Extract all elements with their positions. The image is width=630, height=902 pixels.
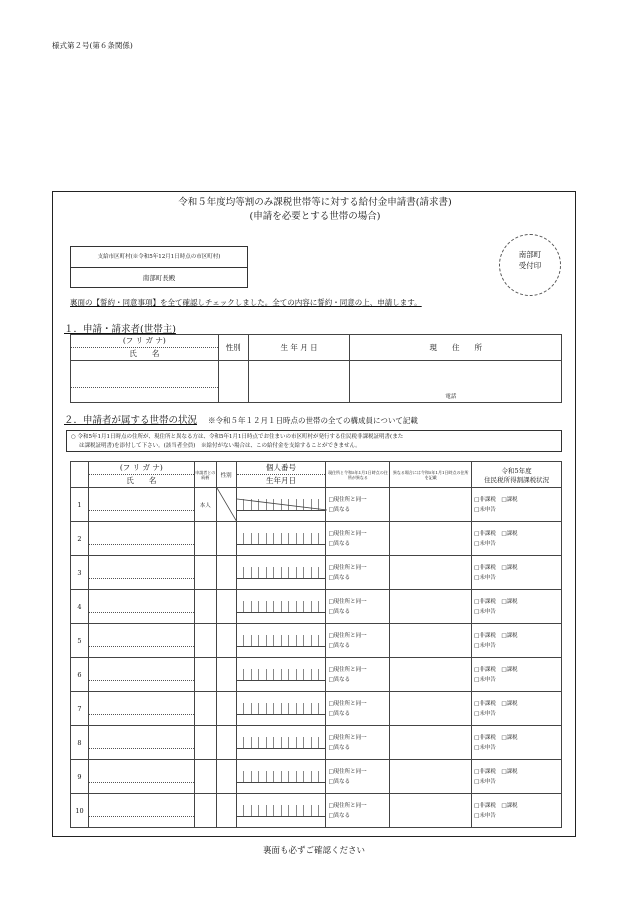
option-unreported[interactable]: □未申告 bbox=[474, 710, 496, 717]
member-name-cell[interactable] bbox=[88, 556, 194, 590]
member-relation-cell[interactable] bbox=[194, 692, 216, 726]
member-relation-cell[interactable] bbox=[194, 726, 216, 760]
option-diff[interactable]: □異なる bbox=[328, 642, 351, 649]
option-same[interactable]: □現住所と同一 bbox=[328, 598, 367, 605]
member-mynumber-cell[interactable] bbox=[236, 692, 326, 726]
address-diff-cell[interactable] bbox=[390, 760, 472, 794]
form-number: 様式第２号(第６条関係) bbox=[52, 41, 133, 50]
row-number: 7 bbox=[71, 692, 89, 726]
form-title bbox=[60, 196, 570, 224]
label-furigana: (フ リ ガ ナ) bbox=[71, 335, 218, 348]
option-diff[interactable]: □異なる bbox=[328, 710, 351, 717]
address-same-cell[interactable] bbox=[326, 692, 390, 726]
member-gender-cell[interactable] bbox=[216, 590, 236, 624]
option-diff[interactable]: □異なる bbox=[328, 506, 351, 513]
applicant-gender-cell[interactable] bbox=[218, 361, 248, 403]
member-name-cell[interactable] bbox=[88, 692, 194, 726]
member-relation-cell[interactable] bbox=[194, 794, 216, 828]
mynumber-boxes[interactable] bbox=[237, 601, 326, 613]
label-member-furigana: (フ リ ガ ナ) bbox=[89, 462, 194, 475]
option-same[interactable]: □現住所と同一 bbox=[328, 530, 367, 537]
member-row bbox=[71, 760, 562, 794]
label-tax-line-2: 住民税所得割課税状況 bbox=[484, 475, 550, 484]
option-same[interactable]: □現住所と同一 bbox=[328, 768, 367, 775]
stamp-line-1: 南部町 bbox=[518, 250, 542, 259]
member-relation-cell[interactable] bbox=[194, 658, 216, 692]
option-same[interactable]: □現住所と同一 bbox=[328, 496, 367, 503]
option-tax[interactable]: □課税 bbox=[501, 496, 518, 503]
member-name-cell[interactable] bbox=[88, 488, 194, 522]
member-gender-cell[interactable] bbox=[216, 760, 236, 794]
member-name-cell[interactable] bbox=[88, 794, 194, 828]
applicant-dob-cell[interactable] bbox=[248, 361, 350, 403]
address-same-cell[interactable] bbox=[326, 590, 390, 624]
relation-self: 本人 bbox=[199, 502, 211, 509]
member-row bbox=[71, 726, 562, 760]
row-number: 1 bbox=[71, 488, 89, 522]
address-same-cell[interactable] bbox=[326, 522, 390, 556]
confirmation-text: 裏面の【誓約・同意事項】を全て確認しチェックしました。全ての内容に誓約・同意の上、申請します。 bbox=[70, 298, 422, 307]
address-diff-cell[interactable] bbox=[390, 556, 472, 590]
member-name-cell[interactable] bbox=[88, 658, 194, 692]
option-unreported[interactable]: □未申告 bbox=[474, 608, 496, 615]
option-unreported[interactable]: □未申告 bbox=[474, 778, 496, 785]
row-number: 10 bbox=[71, 794, 89, 828]
option-same[interactable]: □現住所と同一 bbox=[328, 632, 367, 639]
addressee-name: 南部町長殿 bbox=[142, 274, 176, 282]
phone-label: 電話 bbox=[445, 394, 457, 400]
option-tax[interactable]: □課税 bbox=[501, 530, 518, 537]
section2-heading-wrap bbox=[64, 412, 418, 426]
member-gender-cell[interactable] bbox=[216, 522, 236, 556]
member-mynumber-cell[interactable] bbox=[236, 556, 326, 590]
option-diff[interactable]: □異なる bbox=[328, 676, 351, 683]
label-mynumber: 個人番号 bbox=[237, 462, 326, 475]
label-name: 氏 名 bbox=[129, 349, 160, 358]
diagonal-line bbox=[217, 488, 237, 522]
option-unreported[interactable]: □未申告 bbox=[474, 642, 496, 649]
address-same-cell[interactable] bbox=[326, 658, 390, 692]
option-nontax[interactable]: □非課税 bbox=[474, 734, 496, 741]
stamp-line-2: 受付印 bbox=[518, 261, 542, 270]
section1-heading: １．申請・請求者(世帯主) bbox=[64, 324, 176, 335]
header-dob: 生 年 月 日 bbox=[248, 335, 350, 361]
header-address-diff: 異なる場合には令和5年1月1日時点の住所を記載 bbox=[390, 462, 472, 488]
member-row bbox=[71, 794, 562, 828]
footer-note: 裏面も必ずご確認ください bbox=[262, 846, 365, 856]
header-furigana-name bbox=[71, 335, 219, 361]
member-row bbox=[71, 522, 562, 556]
option-same[interactable]: □現住所と同一 bbox=[328, 700, 367, 707]
tax-status-cell[interactable] bbox=[472, 794, 562, 828]
notice-line-1: ○ 令和5年1月1日時点の住所が、現住所と異なる方は、令和5年1月1日時点でお住まいの市区町村が発行する住民税非課税証明書(また bbox=[71, 434, 404, 440]
option-nontax[interactable]: □非課税 bbox=[474, 530, 496, 537]
member-row bbox=[71, 590, 562, 624]
address-diff-cell[interactable] bbox=[390, 658, 472, 692]
option-diff[interactable]: □異なる bbox=[328, 778, 351, 785]
member-name-cell[interactable] bbox=[88, 590, 194, 624]
address-same-cell[interactable] bbox=[326, 488, 390, 522]
member-gender-cell[interactable] bbox=[216, 794, 236, 828]
option-nontax[interactable]: □非課税 bbox=[474, 802, 496, 809]
option-tax[interactable]: □課税 bbox=[501, 598, 518, 605]
label-tax-line-1: 令和5年度 bbox=[501, 466, 532, 475]
member-mynumber-cell[interactable] bbox=[236, 760, 326, 794]
member-row bbox=[71, 692, 562, 726]
option-nontax[interactable]: □非課税 bbox=[474, 768, 496, 775]
mynumber-boxes[interactable] bbox=[237, 703, 326, 715]
member-gender-cell[interactable] bbox=[216, 624, 236, 658]
row-number: 5 bbox=[71, 624, 89, 658]
member-relation-cell[interactable] bbox=[194, 760, 216, 794]
option-unreported[interactable]: □未申告 bbox=[474, 744, 496, 751]
address-same-cell[interactable] bbox=[326, 726, 390, 760]
header-tax-status bbox=[472, 462, 562, 488]
mynumber-boxes[interactable] bbox=[237, 669, 326, 681]
member-gender-cell[interactable] bbox=[216, 556, 236, 590]
option-same[interactable]: □現住所と同一 bbox=[328, 666, 367, 673]
member-mynumber-cell[interactable] bbox=[236, 794, 326, 828]
mynumber-boxes[interactable] bbox=[237, 533, 326, 545]
option-same[interactable]: □現住所と同一 bbox=[328, 564, 367, 571]
mynumber-boxes[interactable] bbox=[237, 771, 326, 783]
row-number: 6 bbox=[71, 658, 89, 692]
header-member-name bbox=[88, 462, 194, 488]
member-mynumber-cell[interactable] bbox=[236, 726, 326, 760]
member-gender-cell[interactable] bbox=[216, 726, 236, 760]
address-same-cell[interactable] bbox=[326, 794, 390, 828]
header-gender: 性別 bbox=[218, 335, 248, 361]
addressee-label: 支給市区町村(※令和5年12月1日時点の市区町村) bbox=[71, 247, 247, 268]
tax-status-cell[interactable] bbox=[472, 590, 562, 624]
member-row bbox=[71, 556, 562, 590]
option-nontax[interactable]: □非課税 bbox=[474, 598, 496, 605]
option-tax[interactable]: □課税 bbox=[501, 802, 518, 809]
header-relation: 申請者との続柄 bbox=[194, 462, 216, 488]
member-gender-cell[interactable] bbox=[216, 488, 236, 522]
member-mynumber-cell[interactable] bbox=[236, 522, 326, 556]
member-row bbox=[71, 624, 562, 658]
mynumber-boxes[interactable] bbox=[237, 635, 326, 647]
title-line-2: (申請を必要とする世帯の場合) bbox=[249, 211, 381, 222]
option-unreported[interactable]: □未申告 bbox=[474, 676, 496, 683]
member-gender-cell[interactable] bbox=[216, 658, 236, 692]
member-gender-cell[interactable] bbox=[216, 692, 236, 726]
title-line-1: 令和５年度均等割のみ課税世帯等に対する給付金申請書(請求書) bbox=[178, 197, 452, 208]
member-name-cell[interactable] bbox=[88, 522, 194, 556]
row-number: 8 bbox=[71, 726, 89, 760]
row-number: 4 bbox=[71, 590, 89, 624]
option-tax[interactable]: □課税 bbox=[501, 700, 518, 707]
address-diff-cell[interactable] bbox=[390, 590, 472, 624]
tax-status-cell[interactable] bbox=[472, 760, 562, 794]
household-table bbox=[70, 461, 562, 828]
address-same-cell[interactable] bbox=[326, 760, 390, 794]
header-mynumber-dob bbox=[236, 462, 326, 488]
member-name-cell[interactable] bbox=[88, 760, 194, 794]
address-diff-cell[interactable] bbox=[390, 692, 472, 726]
mynumber-boxes[interactable] bbox=[237, 737, 326, 749]
row-number: 2 bbox=[71, 522, 89, 556]
option-same[interactable]: □現住所と同一 bbox=[328, 734, 367, 741]
option-unreported[interactable]: □未申告 bbox=[474, 574, 496, 581]
option-tax[interactable]: □課税 bbox=[501, 632, 518, 639]
section2-heading: ２．申請者が属する世帯の状況 bbox=[64, 415, 198, 426]
section2-note: ※令和５年１２月１日時点の世帯の全ての構成員について記載 bbox=[208, 416, 418, 425]
tax-status-cell[interactable] bbox=[472, 692, 562, 726]
label-member-dob: 生年月日 bbox=[266, 476, 297, 485]
option-diff[interactable]: □異なる bbox=[328, 574, 351, 581]
option-unreported[interactable]: □未申告 bbox=[474, 506, 496, 513]
row-number: 9 bbox=[71, 760, 89, 794]
address-diff-cell[interactable] bbox=[390, 522, 472, 556]
applicant-address-cell[interactable] bbox=[350, 361, 562, 403]
option-nontax[interactable]: □非課税 bbox=[474, 700, 496, 707]
header-member-gender: 性別 bbox=[216, 462, 236, 488]
member-name-cell[interactable] bbox=[88, 624, 194, 658]
reception-stamp bbox=[499, 234, 561, 296]
member-relation-cell[interactable] bbox=[194, 488, 216, 522]
option-diff[interactable]: □異なる bbox=[328, 812, 351, 819]
option-tax[interactable]: □課税 bbox=[501, 666, 518, 673]
option-unreported[interactable]: □未申告 bbox=[474, 812, 496, 819]
member-mynumber-cell[interactable] bbox=[236, 488, 326, 522]
member-row bbox=[71, 658, 562, 692]
row-number: 3 bbox=[71, 556, 89, 590]
label-member-name: 氏 名 bbox=[126, 476, 157, 485]
applicant-table bbox=[70, 334, 562, 403]
tax-status-cell[interactable] bbox=[472, 556, 562, 590]
applicant-name-cell[interactable] bbox=[71, 361, 219, 403]
header-address-same: 現住所と令和5年1月1日時点の住所が異なる bbox=[326, 462, 390, 488]
address-diff-cell[interactable] bbox=[390, 488, 472, 522]
option-same[interactable]: □現住所と同一 bbox=[328, 802, 367, 809]
option-nontax[interactable]: □非課税 bbox=[474, 632, 496, 639]
tax-status-cell[interactable] bbox=[472, 488, 562, 522]
tax-status-cell[interactable] bbox=[472, 726, 562, 760]
tax-status-cell[interactable] bbox=[472, 522, 562, 556]
option-diff[interactable]: □異なる bbox=[328, 540, 351, 547]
option-nontax[interactable]: □非課税 bbox=[474, 564, 496, 571]
member-relation-cell[interactable] bbox=[194, 624, 216, 658]
option-diff[interactable]: □異なる bbox=[328, 744, 351, 751]
mynumber-boxes[interactable] bbox=[237, 567, 326, 579]
address-same-cell[interactable] bbox=[326, 624, 390, 658]
member-relation-cell[interactable] bbox=[194, 522, 216, 556]
address-diff-cell[interactable] bbox=[390, 726, 472, 760]
member-row bbox=[71, 488, 562, 522]
mynumber-strike-line bbox=[237, 488, 327, 522]
option-nontax[interactable]: □非課税 bbox=[474, 496, 496, 503]
option-nontax[interactable]: □非課税 bbox=[474, 666, 496, 673]
option-unreported[interactable]: □未申告 bbox=[474, 540, 496, 547]
addressee-box bbox=[70, 246, 248, 288]
header-no bbox=[71, 462, 89, 488]
option-tax[interactable]: □課税 bbox=[501, 734, 518, 741]
mynumber-boxes[interactable] bbox=[237, 805, 326, 817]
member-relation-cell[interactable] bbox=[194, 556, 216, 590]
member-relation-cell[interactable] bbox=[194, 590, 216, 624]
notice-box bbox=[66, 430, 562, 452]
member-mynumber-cell[interactable] bbox=[236, 590, 326, 624]
option-tax[interactable]: □課税 bbox=[501, 768, 518, 775]
option-tax[interactable]: □課税 bbox=[501, 564, 518, 571]
header-address: 現 住 所 bbox=[350, 335, 562, 361]
member-name-cell[interactable] bbox=[88, 726, 194, 760]
option-diff[interactable]: □異なる bbox=[328, 608, 351, 615]
notice-line-2: は課税証明書)を添付して下さい。(該当者全員) ※給付がない場合は、この給付金を支給することができません。 bbox=[79, 442, 361, 449]
member-mynumber-cell[interactable] bbox=[236, 658, 326, 692]
address-same-cell[interactable] bbox=[326, 556, 390, 590]
address-diff-cell[interactable] bbox=[390, 794, 472, 828]
address-diff-cell[interactable] bbox=[390, 624, 472, 658]
tax-status-cell[interactable] bbox=[472, 624, 562, 658]
tax-status-cell[interactable] bbox=[472, 658, 562, 692]
member-mynumber-cell[interactable] bbox=[236, 624, 326, 658]
